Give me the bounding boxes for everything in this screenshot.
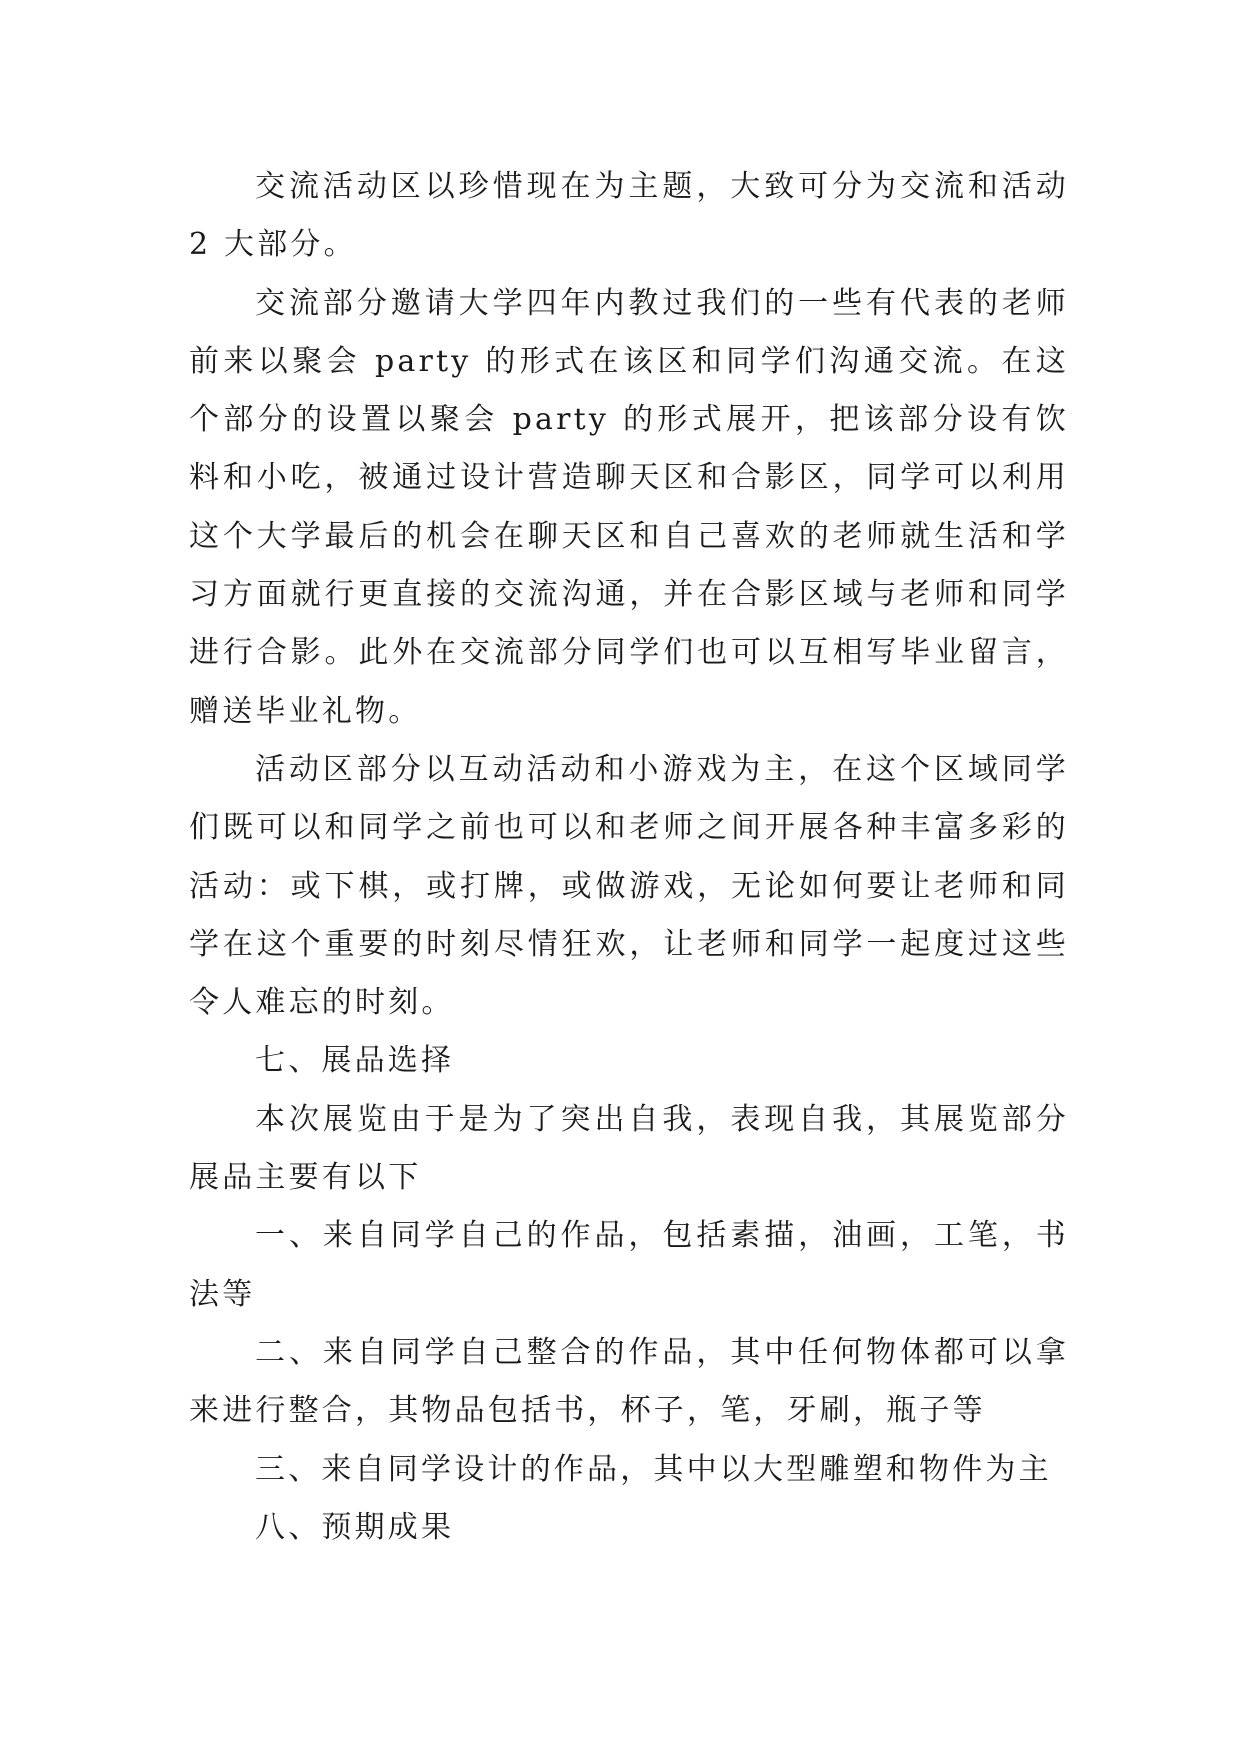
heading-exhibit-selection: 七、展品选择	[255, 1043, 455, 1079]
list-item-design-works: 三、来自同学设计的作品，其中以大型雕塑和物件为主	[255, 1451, 1052, 1487]
heading-expected-results: 八、预期成果	[255, 1509, 455, 1545]
list-item-integrated-works: 二、来自同学自己整合的作品，其中任何物体都可以拿来进行整合，其物品包括书，杯子，笔，牙刷，瓶子等	[189, 1334, 1069, 1429]
list-item-own-works: 一、来自同学自己的作品，包括素描，油画，工笔，书法等	[189, 1218, 1069, 1312]
paragraph-exchange-section: 交流部分邀请大学四年内教过我们的一些有代表的老师前来以聚会 party 的形式在该区和同学们沟通交流。在这个部分的设置以聚会 party 的形式展开，把该部分设有饮料和小吃，被通过设计营造聊天区和合影区，同学可以利用这个大学最后的机会在聊天区和自己喜欢的老师就生活和学习方面就行更直接的交流沟通，并在合影区域与老师和同学进行合影。此外在交流部分同学们也可以互相写毕业留言，赠送毕业礼物。	[189, 285, 1069, 729]
paragraph-exhibit-intro: 本次展览由于是为了突出自我，表现自我，其展览部分展品主要有以下	[189, 1101, 1069, 1196]
document-body	[189, 158, 1069, 1557]
paragraph-activity-section: 活动区部分以互动活动和小游戏为主，在这个区域同学们既可以和同学之前也可以和老师之间开展各种丰富多彩的活动：或下棋，或打牌，或做游戏，无论如何要让老师和同学在这个重要的时刻尽情狂欢，让老师和同学一起度过这些令人难忘的时刻。	[189, 751, 1069, 1021]
paragraph-activity-zone-intro: 交流活动区以珍惜现在为主题，大致可分为交流和活动 2 大部分。	[189, 169, 1069, 263]
